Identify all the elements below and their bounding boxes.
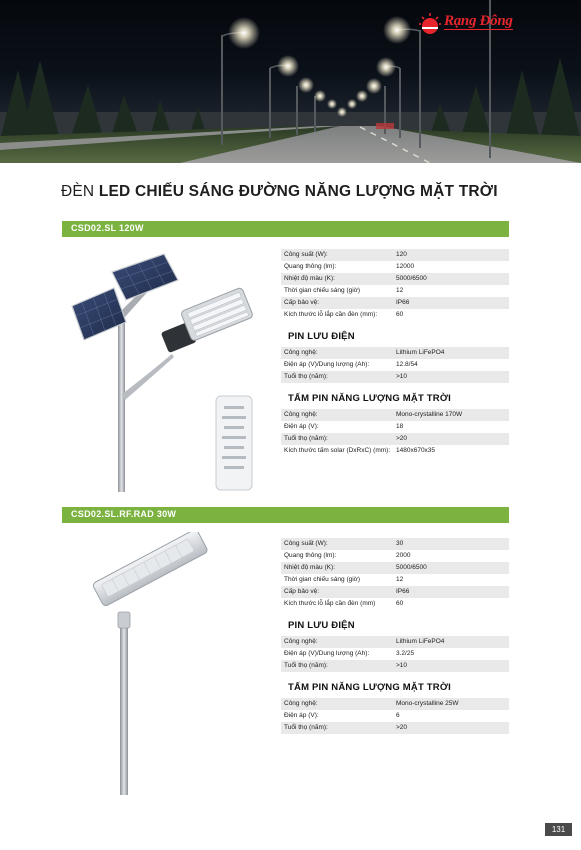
spec-row xyxy=(281,574,509,586)
spec-row xyxy=(281,285,509,297)
spec-value: 1480x670x35 xyxy=(396,447,436,454)
page-title xyxy=(61,183,498,201)
product-1-image xyxy=(62,244,267,494)
spec-row xyxy=(281,710,509,722)
spec-row xyxy=(281,309,509,321)
spec-row xyxy=(281,550,509,562)
spec-key: Nhiệt độ màu (K): xyxy=(284,564,335,571)
spec-value: Lithium LiFePO4 xyxy=(396,349,445,356)
spec-value: Lithium LiFePO4 xyxy=(396,638,445,645)
spec-value: 18 xyxy=(396,423,404,430)
spec-value: >10 xyxy=(396,373,408,380)
spec-row xyxy=(281,359,509,371)
spec-row xyxy=(281,347,509,359)
spec-key: Công nghệ: xyxy=(284,700,318,707)
spec-key: Quang thông (lm): xyxy=(284,552,337,559)
spec-key: Điện áp (V): xyxy=(284,423,319,430)
product-2-image xyxy=(62,532,267,797)
spec-value: 12 xyxy=(396,576,404,583)
spec-row xyxy=(281,273,509,285)
spec-value: >20 xyxy=(396,435,408,442)
spec-value: 30 xyxy=(396,540,404,547)
spec-key: Tuổi thọ (năm): xyxy=(284,435,328,442)
page-title-prefix: ĐÈN xyxy=(61,183,99,200)
spec-row xyxy=(281,586,509,598)
spec-value: IP66 xyxy=(396,588,410,595)
product-2-panel-specs xyxy=(281,698,509,734)
spec-key: Kích thước tấm solar (DxRxC) (mm): xyxy=(284,447,391,454)
spec-row xyxy=(281,445,509,457)
spec-key: Tuổi thọ (năm): xyxy=(284,662,328,669)
spec-key: Công nghệ: xyxy=(284,638,318,645)
product-1-specs xyxy=(281,249,509,463)
spec-value: Mono-crystalline 25W xyxy=(396,700,459,707)
battery-section-title: PIN LƯU ĐIỆN xyxy=(288,620,355,631)
product-2-battery-specs xyxy=(281,636,509,672)
spec-row xyxy=(281,722,509,734)
product-2-model: CSD02.SL.RF.RAD 30W xyxy=(71,509,177,519)
spec-row xyxy=(281,648,509,660)
battery-section-title: PIN LƯU ĐIỆN xyxy=(288,331,355,342)
spec-row xyxy=(281,261,509,273)
spec-value: 5000/6500 xyxy=(396,275,427,282)
solar-panel-section-title: TẤM PIN NĂNG LƯỢNG MẶT TRỜI xyxy=(288,682,452,693)
spec-value: 5000/6500 xyxy=(396,564,427,571)
spec-value: 12 xyxy=(396,287,404,294)
spec-value: 120 xyxy=(396,251,407,258)
spec-row xyxy=(281,371,509,383)
spec-value: IP66 xyxy=(396,299,410,306)
brand-logo xyxy=(419,10,523,38)
spec-row xyxy=(281,433,509,445)
spec-key: Công nghệ: xyxy=(284,411,318,418)
spec-key: Kích thước lỗ lắp cần đèn (mm): xyxy=(284,311,378,318)
spec-value: 3.2/25 xyxy=(396,650,415,657)
spec-value: >10 xyxy=(396,662,408,669)
spec-value: 2000 xyxy=(396,552,411,559)
spec-key: Điện áp (V)/Dung lượng (Ah): xyxy=(284,650,370,657)
spec-key: Kích thước lỗ lắp cần đèn (mm) xyxy=(284,600,376,607)
spec-row xyxy=(281,598,509,610)
spec-row xyxy=(281,660,509,672)
spec-row xyxy=(281,538,509,550)
page-number: 131 xyxy=(545,823,572,836)
spec-value: 6 xyxy=(396,712,400,719)
spec-value: 60 xyxy=(396,600,404,607)
spec-row xyxy=(281,297,509,309)
spec-row xyxy=(281,249,509,261)
product-1-battery-specs xyxy=(281,347,509,383)
brand-name: Rạng Đông xyxy=(444,13,513,29)
product-1-model: CSD02.SL 120W xyxy=(71,223,144,233)
product-1-panel-specs xyxy=(281,409,509,457)
spec-key: Tuổi thọ (năm): xyxy=(284,373,328,380)
spec-row xyxy=(281,409,509,421)
sun-logo-icon xyxy=(419,12,441,34)
product-1-main-specs xyxy=(281,249,509,321)
spec-value: >20 xyxy=(396,724,408,731)
spec-key: Điện áp (V)/Dung lượng (Ah): xyxy=(284,361,370,368)
spec-key: Công nghệ: xyxy=(284,349,318,356)
product-2-header xyxy=(62,507,509,523)
product-1-header xyxy=(62,221,509,237)
product-2-main-specs xyxy=(281,538,509,610)
spec-key: Cấp bảo vệ: xyxy=(284,588,320,595)
spec-key: Thời gian chiếu sáng (giờ) xyxy=(284,576,361,583)
spec-key: Điện áp (V): xyxy=(284,712,319,719)
spec-value: Mono-crystalline 170W xyxy=(396,411,463,418)
hero-street-night-photo xyxy=(0,0,581,163)
spec-value: 12000 xyxy=(396,263,415,270)
spec-key: Quang thông (lm): xyxy=(284,263,337,270)
spec-key: Thời gian chiếu sáng (giờ) xyxy=(284,287,361,294)
solar-panel-section-title: TẤM PIN NĂNG LƯỢNG MẶT TRỜI xyxy=(288,393,452,404)
spec-value: 12.8/54 xyxy=(396,361,418,368)
spec-row xyxy=(281,636,509,648)
spec-value: 60 xyxy=(396,311,404,318)
spec-row xyxy=(281,562,509,574)
spec-key: Nhiệt độ màu (K): xyxy=(284,275,335,282)
spec-key: Cấp bảo vệ: xyxy=(284,299,320,306)
spec-key: Công suất (W): xyxy=(284,251,328,258)
spec-key: Tuổi thọ (năm): xyxy=(284,724,328,731)
product-2-specs xyxy=(281,538,509,740)
page-title-bold: LED CHIẾU SÁNG ĐƯỜNG NĂNG LƯỢNG MẶT TRỜI xyxy=(98,183,498,200)
spec-key: Công suất (W): xyxy=(284,540,328,547)
spec-row xyxy=(281,421,509,433)
spec-row xyxy=(281,698,509,710)
